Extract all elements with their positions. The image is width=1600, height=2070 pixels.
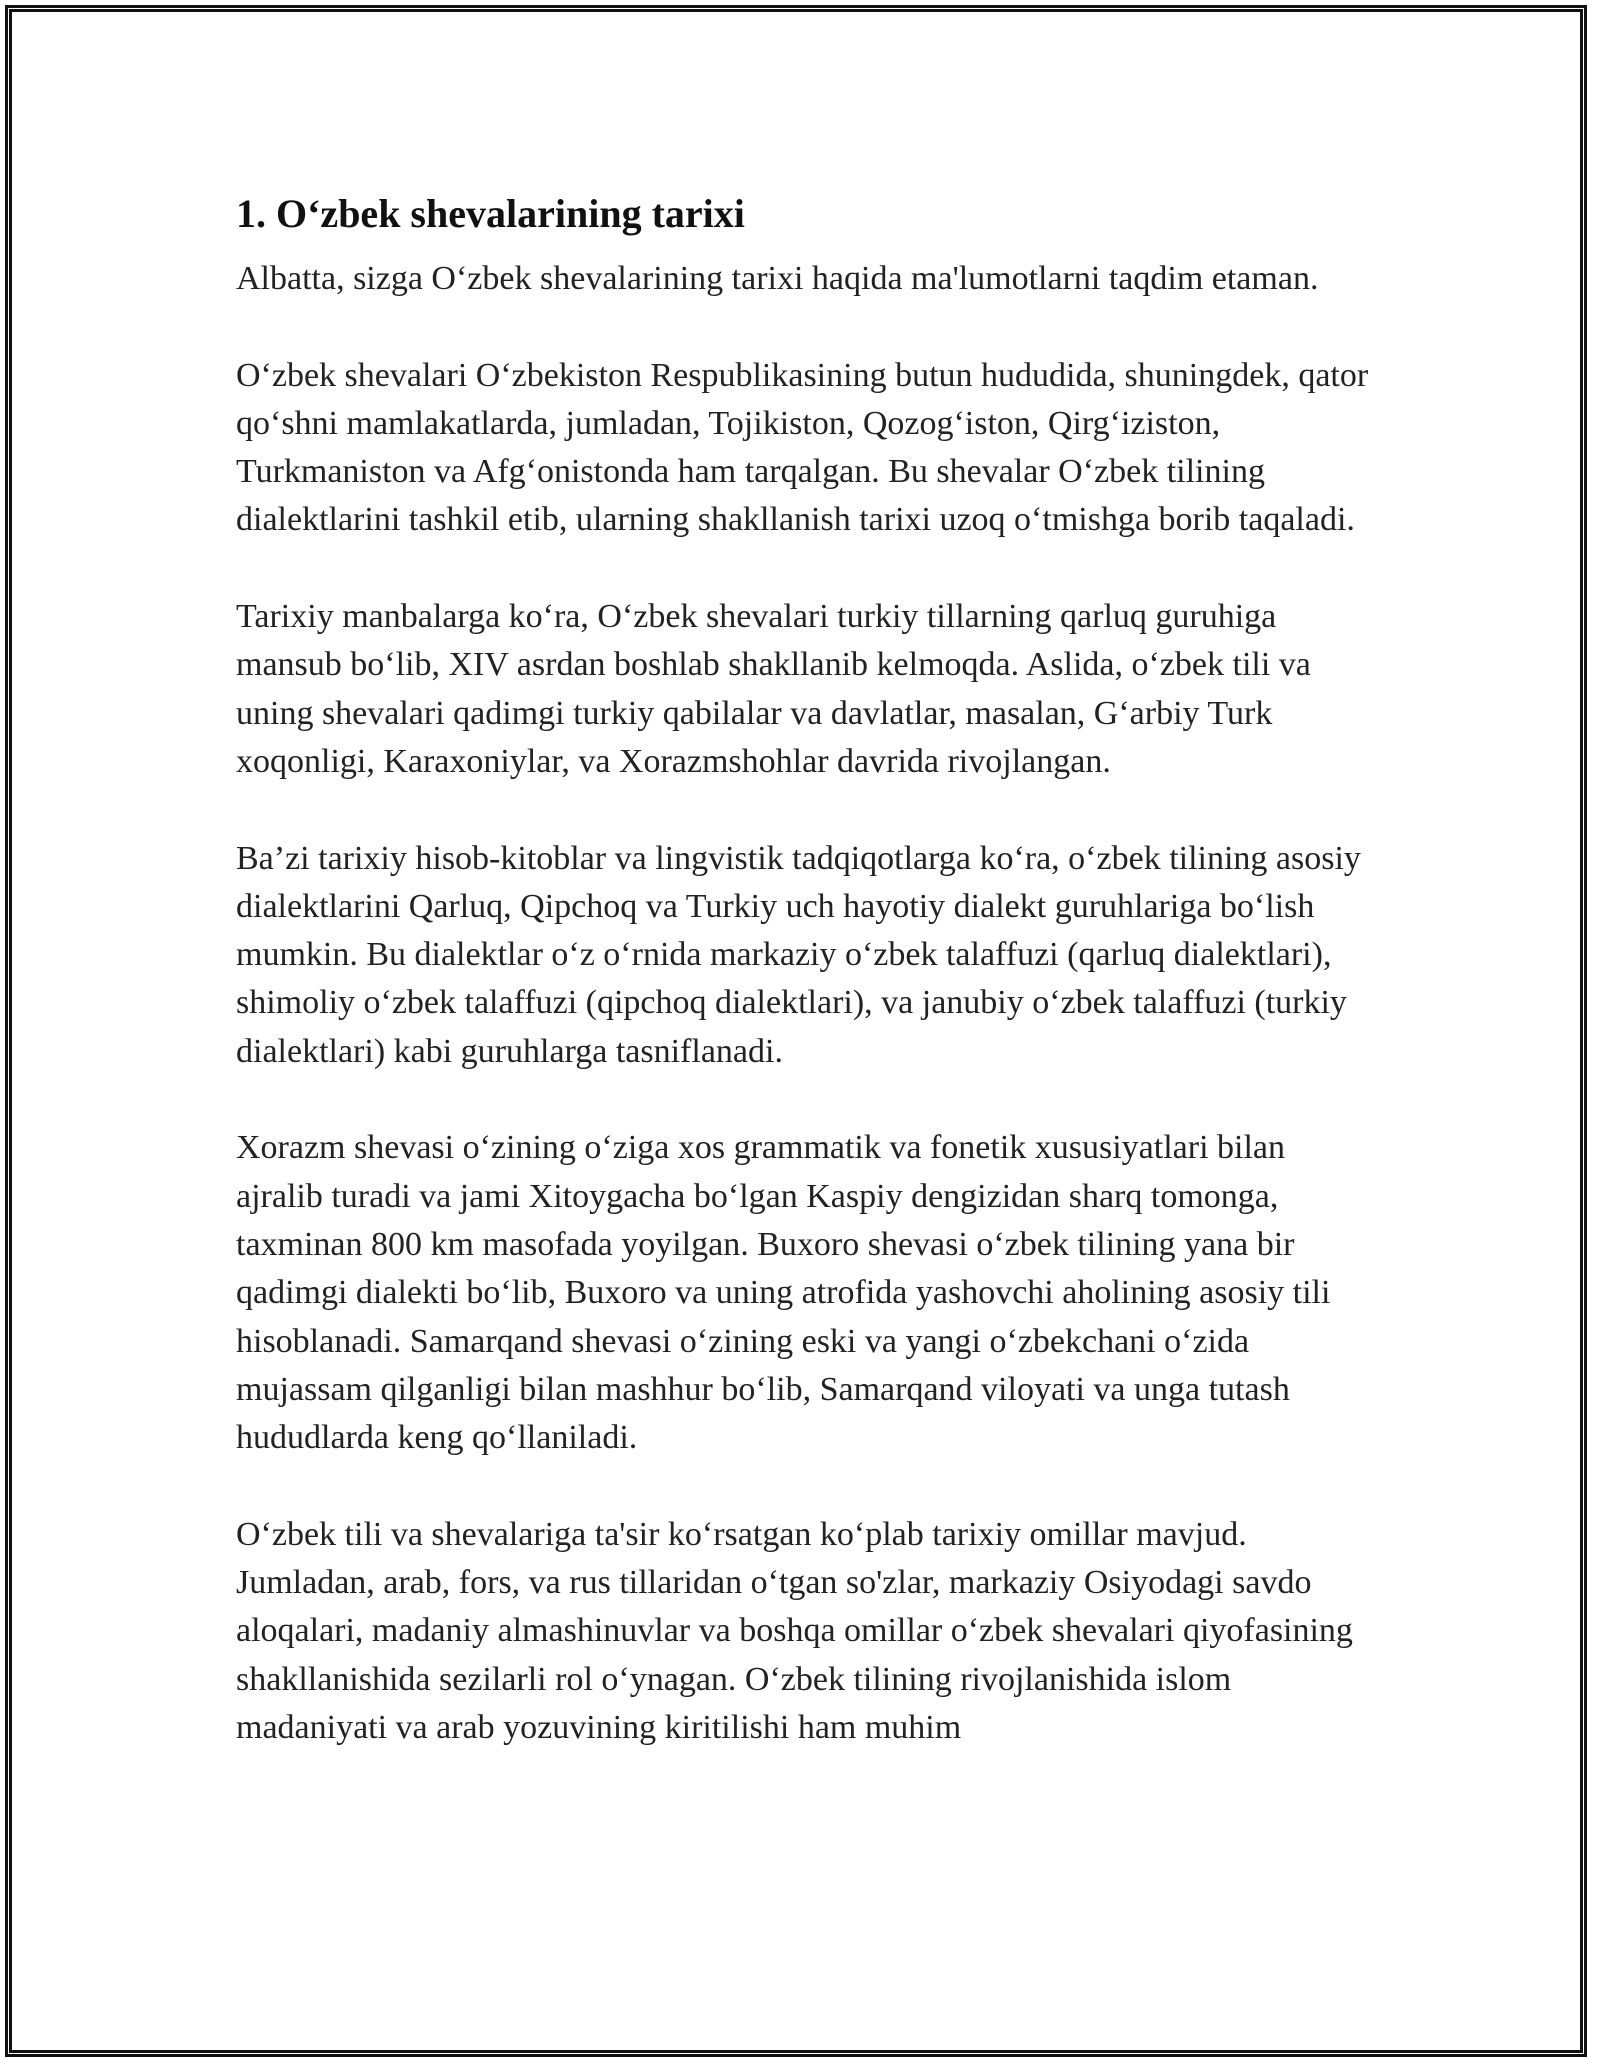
paragraph-intro: Albatta, sizga O‘zbek shevalarining tarixi haqida ma'lumotlarni taqdim etaman. bbox=[236, 260, 1319, 297]
paragraph-historical-factors: O‘zbek tili va shevalariga ta'sir ko‘rsatgan ko‘plab tarixiy omillar mavjud. Jumladan, arab, fors, va rus tillaridan o‘tgan so'zlar, markaziy Osiyodagi savdo aloqalari, madaniy almashinuvlar va boshqa omillar o‘zbek shevalari qiyofasining shakllanishida sezilarli rol o‘ynagan. O‘zbek tilining rivojlanishida islom madaniyati va arab yozuvining kiritilishi ham muhim bbox=[236, 1515, 1353, 1746]
document-body bbox=[236, 185, 1376, 1801]
paragraph-historical-sources: Tarixiy manbalarga ko‘ra, O‘zbek shevalari turkiy tillarning qarluq guruhiga mansub bo‘lib, XIV asrdan boshlab shakllanib kelmoqda. Aslida, o‘zbek tili va uning shevalari qadimgi turkiy qabilalar va davlatlar, masalan, G‘arbiy Turk xoqonligi, Karaxoniylar, va Xorazmshohlar davrida rivojlangan. bbox=[236, 598, 1311, 780]
paragraph-regional-dialects: Xorazm shevasi o‘zining o‘ziga xos grammatik va fonetik xususiyatlari bilan ajralib turadi va jami Xitoygacha bo‘lgan Kaspiy dengizidan sharq tomonga, taxminan 800 km masofada yoyilgan. Buxoro shevasi o‘zbek tilining yana bir qadimgi dialekti bo‘lib, Buxoro va uning atrofida yashovchi aholining asosiy tili hisoblanadi. Samarqand shevasi o‘zining eski va yangi o‘zbekchani o‘zida mujassam qilganligi bilan mashhur bo‘lib, Samarqand viloyati va unga tutash hududlarda keng qo‘llaniladi. bbox=[236, 1129, 1331, 1457]
paragraph-dialect-groups: Ba’zi tarixiy hisob-kitoblar va lingvistik tadqiqotlarga ko‘ra, o‘zbek tilining asosiy dialektlarini Qarluq, Qipchoq va Turkiy uch hayotiy dialekt guruhlariga bo‘lish mumkin. Bu dialektlar o‘z o‘rnida markaziy o‘zbek talaffuzi (qarluq dialektlari), shimoliy o‘zbek talaffuzi (qipchoq dialektlari), va janubiy o‘zbek talaffuzi (turkiy dialektlari) kabi guruhlarga tasniflanadi. bbox=[236, 839, 1361, 1070]
section-heading: 1. O‘zbek shevalarining tarixi bbox=[236, 191, 745, 236]
paragraph-distribution: O‘zbek shevalari O‘zbekiston Respublikasining butun hududida, shuningdek, qator qo‘shni mamlakatlarda, jumladan, Tojikiston, Qozog‘iston, Qirg‘iziston, Turkmaniston va Afg‘onistonda ham tarqalgan. Bu shevalar O‘zbek tilining dialektlarini tashkil etib, ularning shakllanish tarixi uzoq o‘tmishga borib taqaladi. bbox=[236, 356, 1369, 539]
